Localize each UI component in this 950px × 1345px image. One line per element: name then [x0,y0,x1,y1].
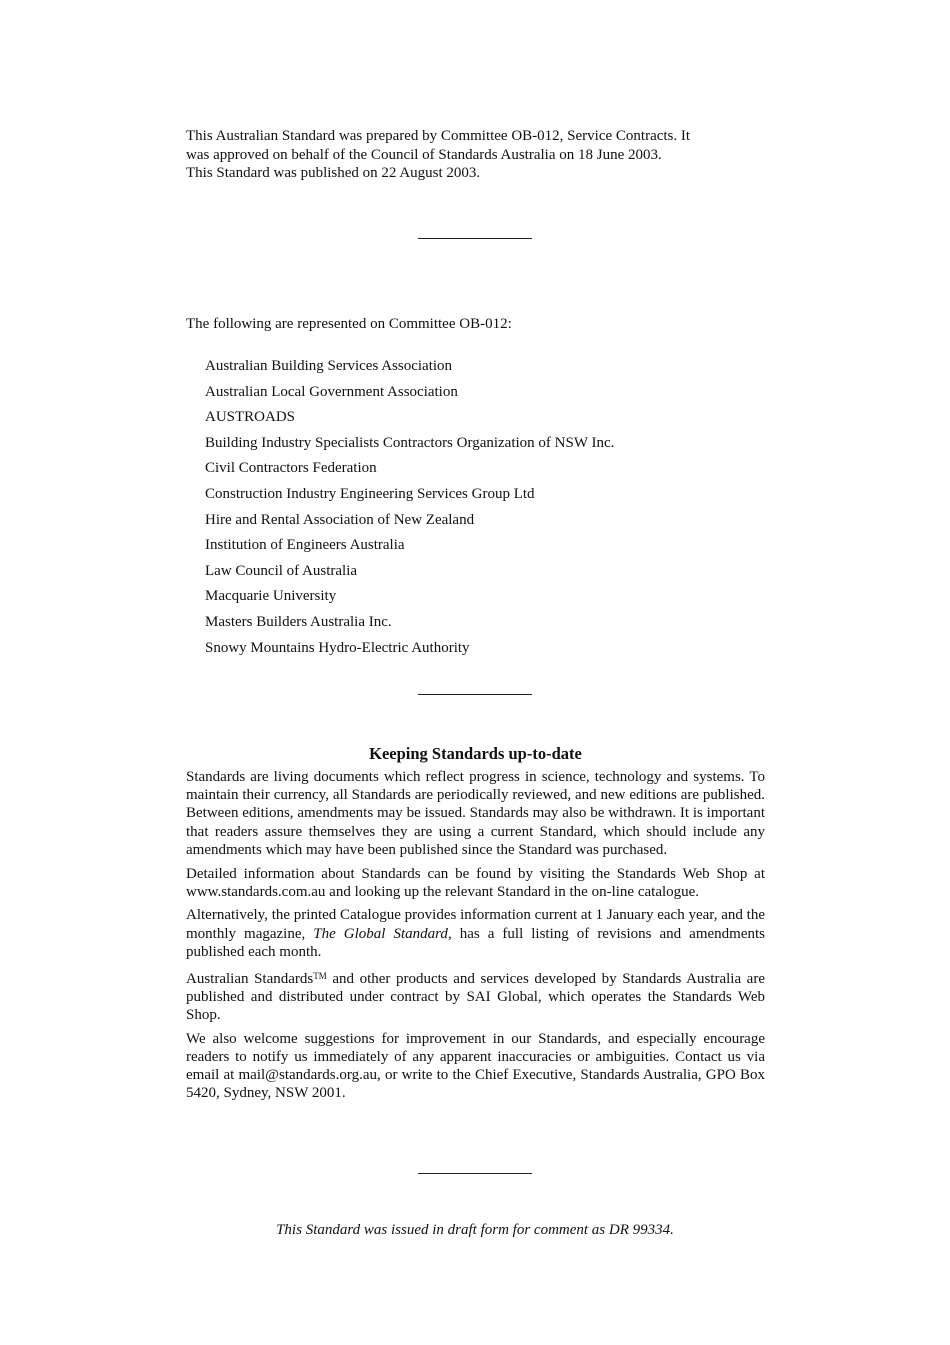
paragraph-text: Alternatively, the printed Catalogue provides information current at 1 January each year, and the monthly magazine, [186,907,765,942]
committee-heading: The following are represented on Committee OB-012: [186,316,512,332]
list-item: AUSTROADS [205,409,296,426]
paragraph [186,967,765,1025]
list-item: Australian Building Services Association [205,358,453,374]
list-item: Hire and Rental Association of New Zealand [205,511,475,528]
section-heading: Keeping Standards up-to-date [369,744,582,763]
divider-rule [418,238,532,239]
committee-member-list [205,357,614,664]
list-item: Masters Builders Australia Inc. [205,613,392,630]
trademark-mark: TM [313,970,327,981]
intro-statement [186,127,765,183]
list-item: Building Industry Specialists Contractors Organization of NSW Inc. [205,434,615,451]
intro-line: was approved on behalf of the Council of Standards Australia on 18 June 2003. [186,146,662,163]
paragraph-text: Australian Standards [186,970,314,987]
list-item: Civil Contractors Federation [205,460,377,477]
paragraph-text: , has a full listing of revisions and amendments published each month. [186,925,765,960]
divider-rule [418,694,532,695]
list-item: Law Council of Australia [205,562,358,579]
draft-note: This Standard was issued in draft form for comment as DR 99334. [276,1222,674,1238]
paragraph: We also welcome suggestions for improvement in our Standards, and especially encourage readers to notify us immediately of any apparent inaccuracies or ambiguities. Contact us via email at mail@standards.org.au, or write to the Chief Executive, Standards Australia, GPO Box 5420, Sydney, NSW 2001. [186,1030,765,1102]
list-item: Australian Local Government Association [205,383,458,400]
intro-line: This Standard was published on 22 August 2003. [186,165,481,181]
list-item: Construction Industry Engineering Services Group Ltd [205,485,535,502]
publication-title: The Global Standard [313,925,448,942]
list-item: Macquarie University [205,588,337,605]
paragraph: Standards are living documents which reflect progress in science, technology and systems. To maintain their currency, all Standards are periodically reviewed, and new editions are published. Between editions, amendments may be issued. Standards may also be withdrawn. It is important that readers assure themselves they are using a current Standard, which should include any amendments which may have been published since the Standard was purchased. [186,769,765,858]
keeping-standards-body [186,768,765,1108]
paragraph: Detailed information about Standards can be found by visiting the Standards Web Shop at www.standards.com.au and looking up the relevant Standard in the on-line catalogue. [186,865,765,900]
paragraph [186,906,765,961]
intro-line: This Australian Standard was prepared by Committee OB-012, Service Contracts. It [186,128,691,144]
divider-rule [418,1173,532,1174]
list-item: Institution of Engineers Australia [205,537,405,554]
paragraph-text: and other products and services developed by Standards Australia are published and distributed under contract by SAI Global, which operates the Standards Web Shop. [186,970,765,1023]
list-item: Snowy Mountains Hydro-Electric Authority [205,639,470,656]
